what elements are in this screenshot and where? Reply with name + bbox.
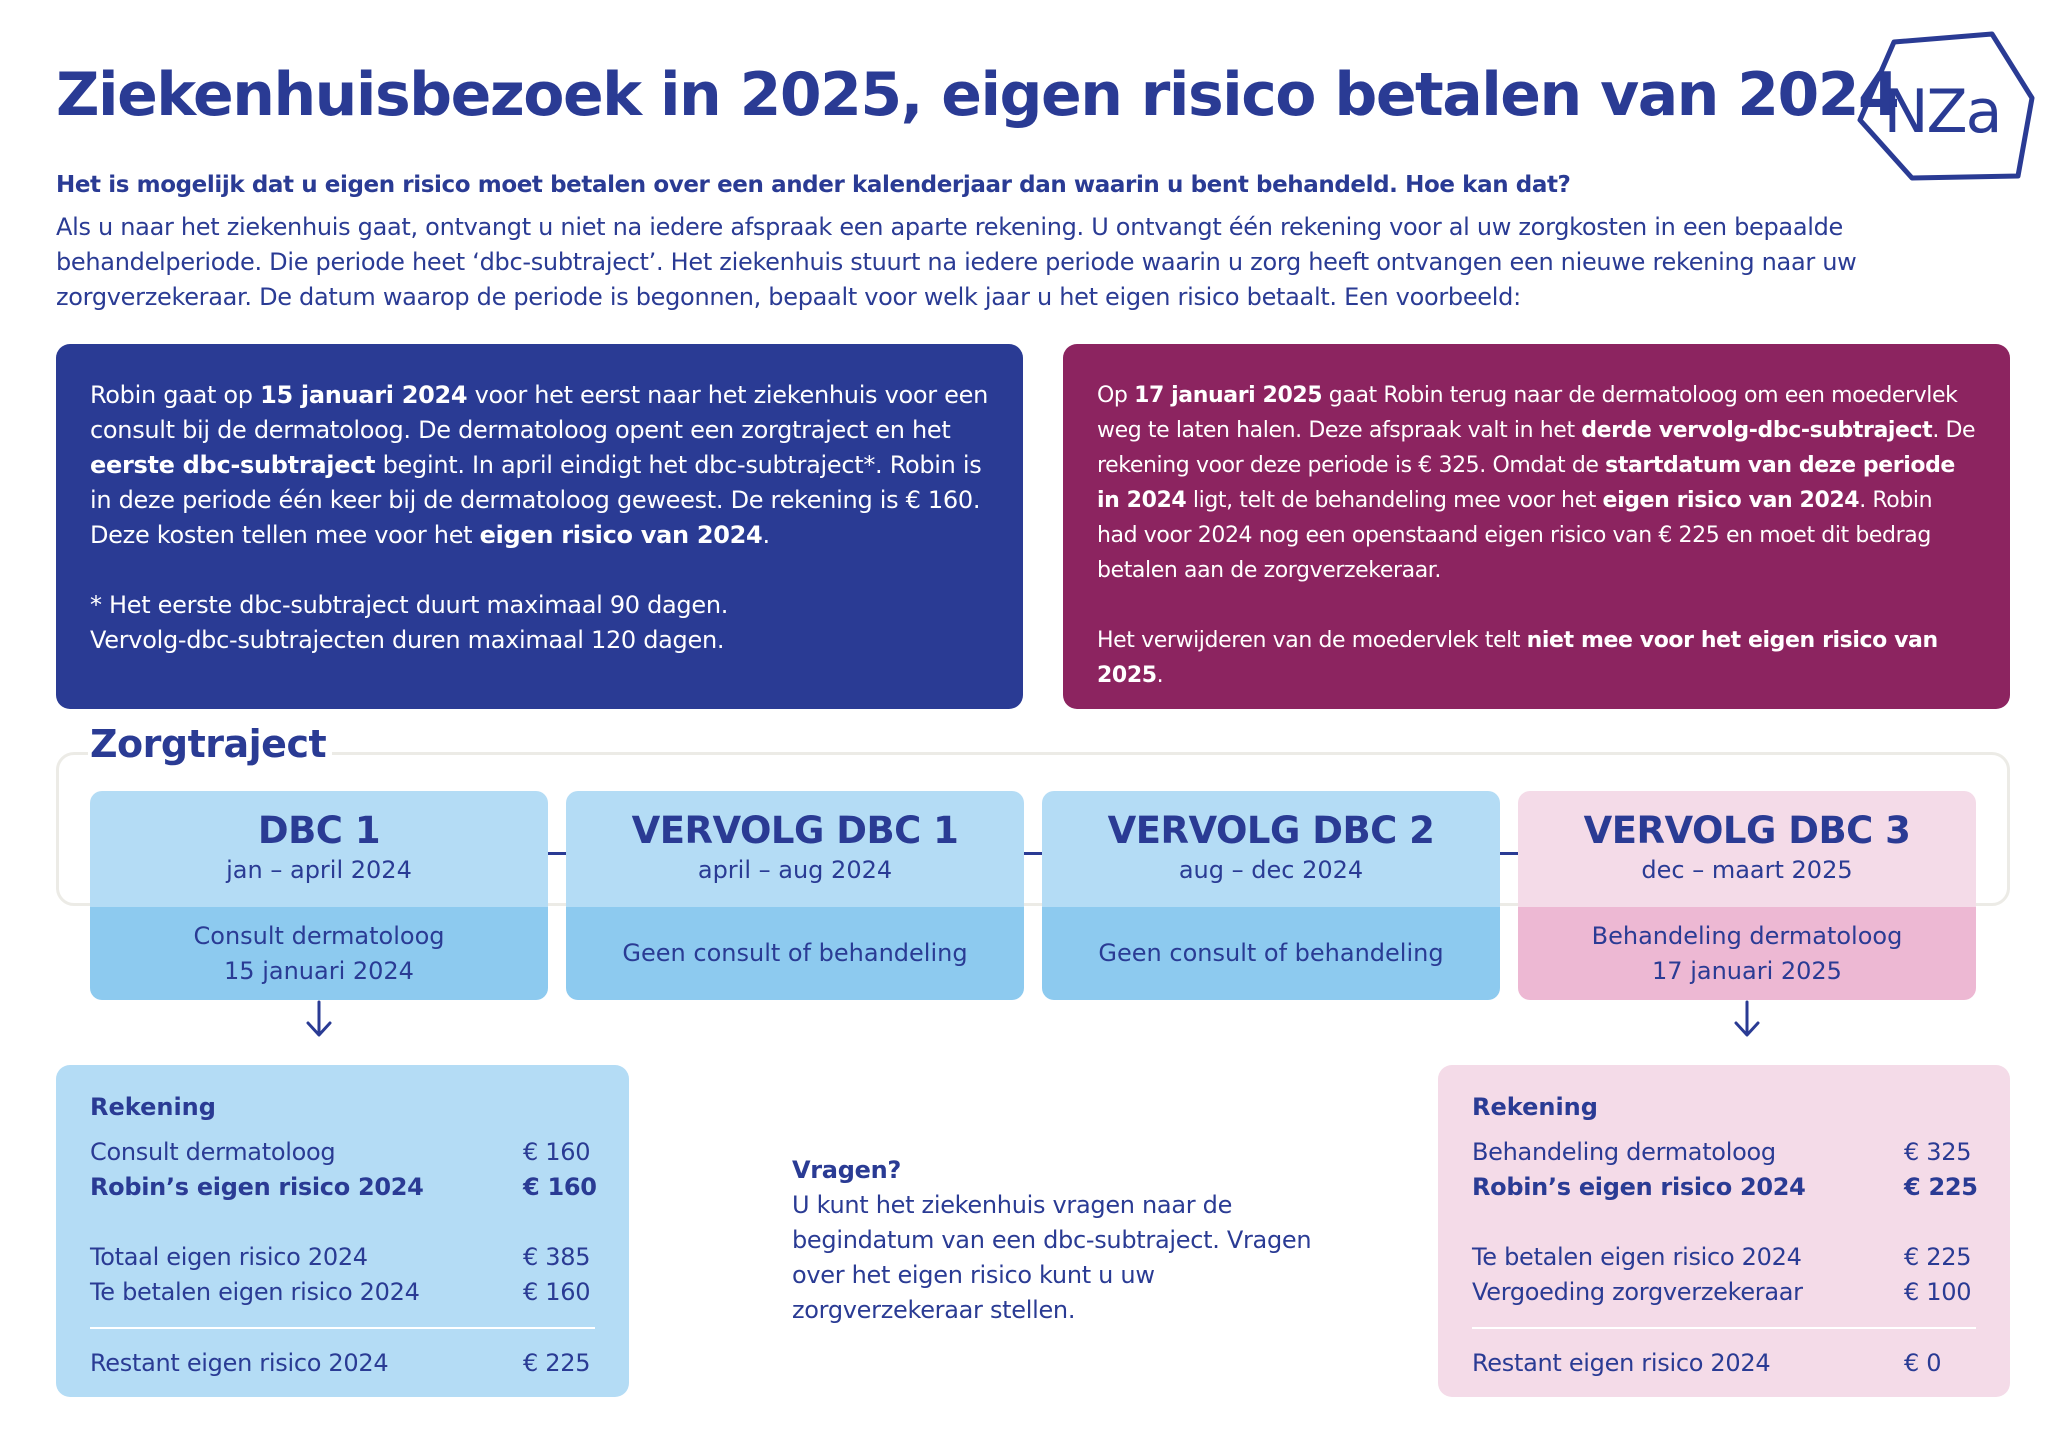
info-box-2025-note: Het verwijderen van de moedervlek telt niet mee voor het eigen risico van 2025. [1097, 628, 1938, 688]
dbc-detail: Geen consult of behandeling [566, 907, 1024, 1000]
bill-row: Vergoeding zorgverzekeraar € 100 [1472, 1278, 1972, 1306]
questions-block [792, 1153, 1312, 1328]
dbc-detail: Geen consult of behandeling [1042, 907, 1500, 1000]
dbc-name: VERVOLG DBC 2 [1107, 809, 1435, 852]
bill-2024 [56, 1065, 629, 1397]
dbc-block-dbc1 [90, 791, 548, 1000]
dbc-name: VERVOLG DBC 3 [1583, 809, 1911, 852]
info-box-2024 [56, 344, 1023, 709]
connector-line [1024, 852, 1044, 855]
arrow-down-icon [304, 1000, 334, 1040]
nza-logo [1842, 28, 2038, 188]
bill-row: Consult dermatoloog € 160 [90, 1138, 591, 1166]
bill-row: Totaal eigen risico 2024 € 385 [90, 1243, 591, 1271]
info-box-2024-footnote: * Het eerste dbc-subtraject duurt maximaal 90 dagen. Vervolg-dbc-subtrajecten duren maximaal 120 dagen. [90, 591, 729, 654]
divider [1472, 1327, 1976, 1329]
svg-text:NZa: NZa [1883, 77, 2001, 147]
bill-row: Te betalen eigen risico 2024 € 160 [90, 1278, 591, 1306]
divider [90, 1327, 595, 1329]
dbc-period: april – aug 2024 [697, 856, 893, 884]
questions-title: Vragen? [792, 1156, 901, 1184]
dbc-detail: Consult dermatoloog 15 januari 2024 [90, 907, 548, 1000]
dbc-block-vervolg-dbc3 [1518, 791, 1976, 1000]
bill-row: Behandeling dermatoloog € 325 [1472, 1138, 1972, 1166]
info-box-2025-paragraph: Op 17 januari 2025 gaat Robin terug naar de dermatoloog om een moedervlek weg te laten halen. Deze afspraak valt in het derde vervolg-dbc-subtraject. De rekening voor deze periode is € 325. Omdat de startdatum van deze periode in 2024 ligt, telt de behandeling mee voor het eigen risico van 2024. Robin had voor 2024 nog een openstaand eigen risico van € 225 en moet dit bedrag betalen aan de zorgverzekeraar. [1097, 383, 1976, 583]
bill-title: Rekening [90, 1093, 216, 1121]
bill-row: Robin’s eigen risico 2024 € 225 [1472, 1173, 1978, 1201]
bill-row: Robin’s eigen risico 2024 € 160 [90, 1173, 597, 1201]
dbc-period: aug – dec 2024 [1178, 856, 1364, 884]
arrow-down-icon [1732, 1000, 1762, 1040]
connector-line [1500, 852, 1520, 855]
bill-row: Restant eigen risico 2024 € 0 [1472, 1349, 1942, 1377]
intro-question: Het is mogelijk dat u eigen risico moet betalen over een ander kalenderjaar dan waarin u bent behandeld. Hoe kan dat? [56, 172, 1571, 198]
connector-line [548, 852, 568, 855]
dbc-name: VERVOLG DBC 1 [631, 809, 959, 852]
info-box-2024-paragraph: Robin gaat op 15 januari 2024 voor het eerst naar het ziekenhuis voor een consult bij de dermatoloog. De dermatoloog opent een zorgtraject en het eerste dbc-subtraject begint. In april eindigt het dbc-subtraject*. Robin is in deze periode één keer bij de dermatoloog geweest. De rekening is € 160. Deze kosten tellen mee voor het eigen risico van 2024. [90, 381, 988, 549]
questions-body: U kunt het ziekenhuis vragen naar de begindatum van een dbc-subtraject. Vragen over het eigen risico kunt u uw zorgverzekeraar stellen. [792, 1191, 1312, 1324]
bill-2025 [1438, 1065, 2010, 1397]
intro-paragraph: Als u naar het ziekenhuis gaat, ontvangt u niet na iedere afspraak een aparte rekening. U ontvangt één rekening voor al uw zorgkosten in een bepaalde behandelperiode. Die periode heet ‘dbc-subtraject’. Het ziekenhuis stuurt na iedere periode waarin u zorg heeft ontvangen een nieuwe rekening naar uw zorgverzekeraar. De datum waarop de periode is begonnen, bepaalt voor welk jaar u het eigen risico betaalt. Een voorbeeld: [56, 213, 1857, 311]
zorgtraject-title: Zorgtraject [88, 722, 332, 766]
bill-row: Restant eigen risico 2024 € 225 [90, 1349, 591, 1377]
dbc-period: dec – maart 2025 [1641, 856, 1853, 884]
bill-row: Te betalen eigen risico 2024 € 225 [1472, 1243, 1972, 1271]
info-box-2025 [1063, 344, 2010, 709]
dbc-block-vervolg-dbc1 [566, 791, 1024, 1000]
bill-title: Rekening [1472, 1093, 1598, 1121]
dbc-block-vervolg-dbc2 [1042, 791, 1500, 1000]
dbc-name: DBC 1 [257, 809, 381, 852]
dbc-detail: Behandeling dermatoloog 17 januari 2025 [1518, 907, 1976, 1000]
page-title: Ziekenhuisbezoek in 2025, eigen risico betalen van 2024 [56, 60, 1899, 130]
dbc-period: jan – april 2024 [226, 856, 412, 884]
